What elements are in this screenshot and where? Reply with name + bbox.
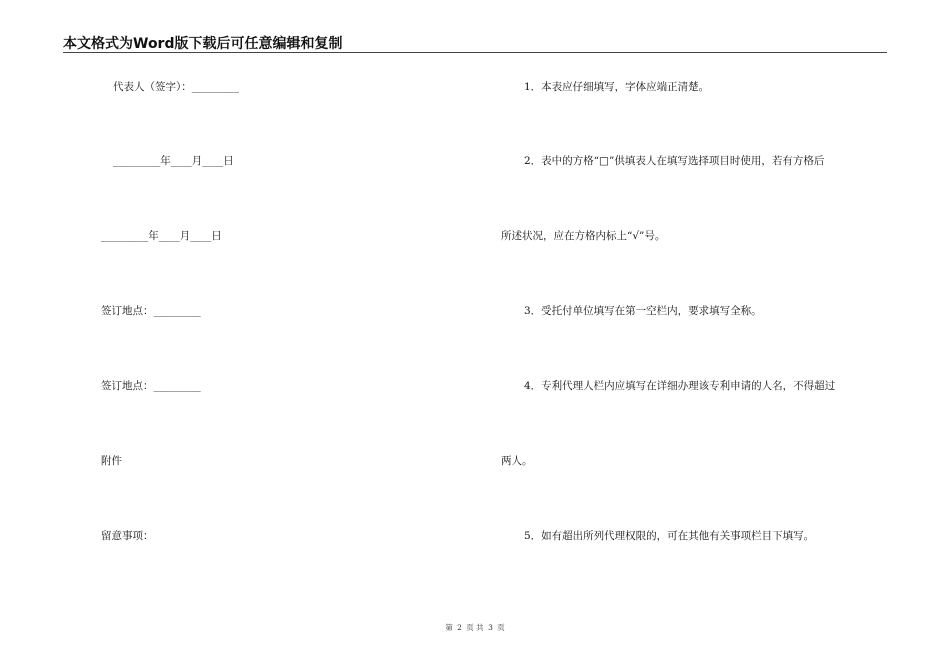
note-item-3: 3．受托付单位填写在第一空栏内，要求填写全称。 xyxy=(524,305,762,317)
note-item-5: 5．如有超出所列代理权限的，可在其他有关事项栏目下填写。 xyxy=(524,530,815,542)
header-divider xyxy=(63,52,887,53)
page-label-prefix: 第 xyxy=(445,623,453,632)
signing-place-1: 签订地点：_________ xyxy=(101,305,201,317)
signing-place-2: 签订地点：_________ xyxy=(101,380,201,392)
date-line-1: _________年____月____日 xyxy=(113,155,234,167)
notes-title: 留意事项： xyxy=(101,530,154,542)
note-item-2-line1: 2．表中的方格“□”供填表人在填写选择项目时使用，若有方格后 xyxy=(524,155,825,167)
date-line-2: _________年____月____日 xyxy=(101,230,222,242)
page-header-title: 本文格式为Word版下载后可任意编辑和复制 xyxy=(63,36,343,52)
attachment-label: 附件 xyxy=(101,455,122,467)
page-current: 2 xyxy=(457,623,462,632)
page-total: 3 xyxy=(488,623,493,632)
note-item-4-line1: 4．专利代理人栏内应填写在详细办理该专利申请的人名，不得超过 xyxy=(524,380,836,392)
note-item-1: 1．本表应仔细填写，字体应端正清楚。 xyxy=(524,81,710,93)
page-number-footer xyxy=(0,622,950,633)
page-label-suffix: 页 xyxy=(497,623,505,632)
page-label-mid: 页 共 xyxy=(466,623,484,632)
representative-signature-line: 代表人（签字）：_________ xyxy=(113,81,239,93)
note-item-4-line2: 两人。 xyxy=(501,455,533,467)
note-item-2-line2: 所述状况，应在方格内标上“√”号。 xyxy=(501,230,666,242)
